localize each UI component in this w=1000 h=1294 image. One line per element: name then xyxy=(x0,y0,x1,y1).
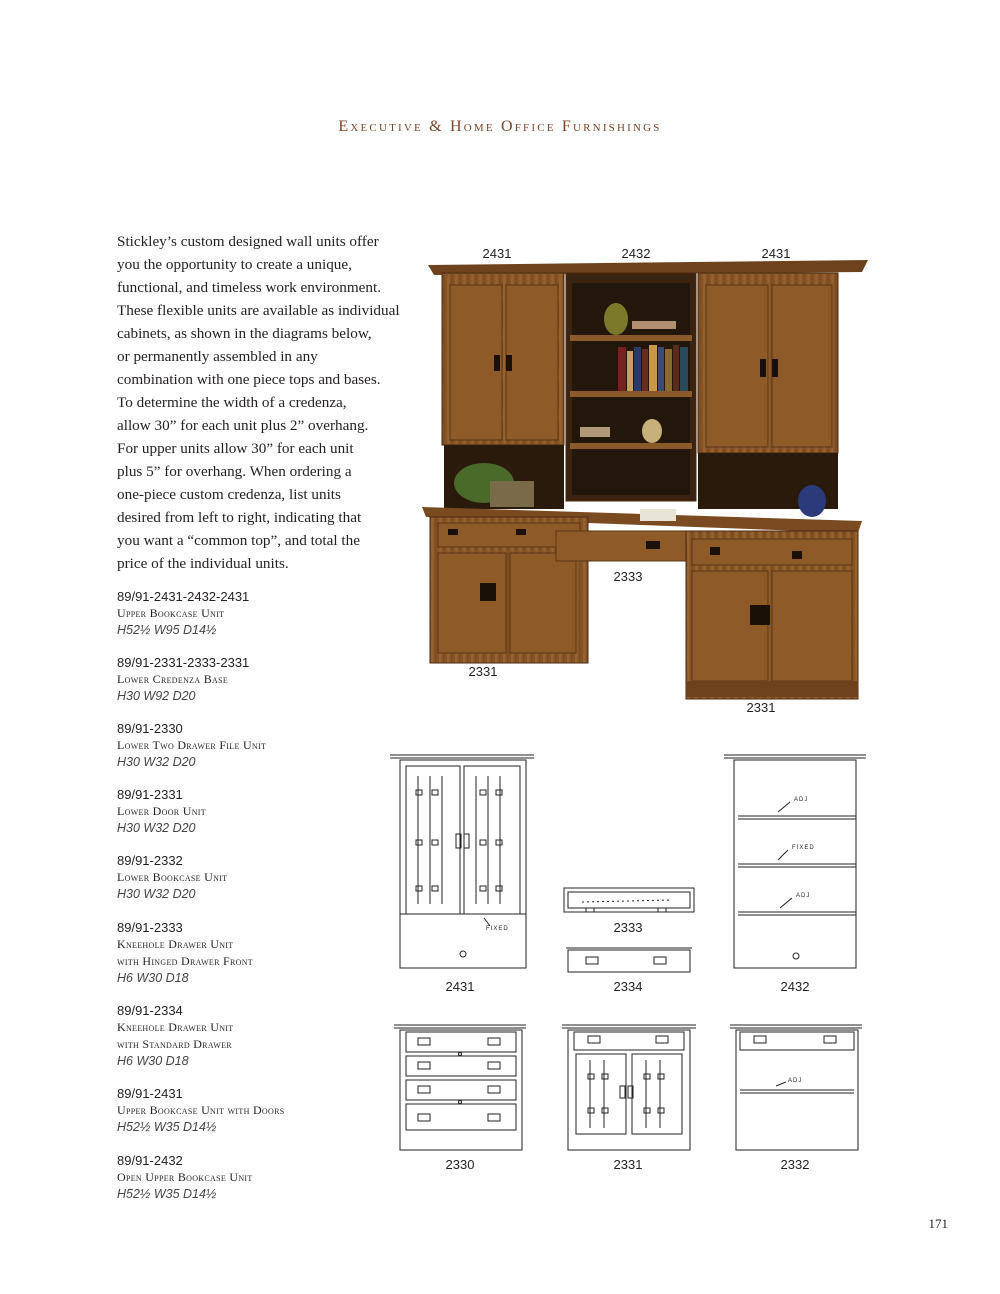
spec-item xyxy=(117,1002,357,1070)
intro-line: Stickley’s custom designed wall units offer xyxy=(117,233,379,250)
spec-name: with Standard Drawer xyxy=(117,1037,232,1051)
spec-name: Open Upper Bookcase Unit xyxy=(117,1170,253,1184)
spec-item xyxy=(117,919,357,987)
intro-line: you the opportunity to create a unique, xyxy=(117,256,352,273)
spec-name: with Hinged Drawer Front xyxy=(117,954,253,968)
diagram-2330 xyxy=(392,1022,528,1154)
diagram-2431 xyxy=(388,752,538,974)
photo-label-upper-center: 2432 xyxy=(621,246,651,261)
spec-code: 89/91-2334 xyxy=(117,1003,183,1018)
spec-code: 89/91-2431 xyxy=(117,1086,183,1101)
spec-dimensions: H52½ W95 D14½ xyxy=(117,623,217,637)
intro-line: allow 30” for each unit plus 2” overhang. xyxy=(117,417,369,434)
intro-line: combination with one piece tops and bases. xyxy=(117,371,381,388)
diagram-note-adj: ADJ xyxy=(796,893,811,899)
spec-item xyxy=(117,654,357,705)
intro-line: desired from left to right, indicating that xyxy=(117,509,362,526)
diagram-note-fixed: FIXED xyxy=(486,926,509,932)
spec-item xyxy=(117,1085,357,1136)
intro-line: or permanently assembled in any xyxy=(117,348,318,365)
intro-line: These flexible units are available as individual xyxy=(117,302,400,319)
spec-name: Lower Door Unit xyxy=(117,804,206,818)
intro-paragraph xyxy=(117,230,417,575)
spec-code: 89/91-2331-2333-2331 xyxy=(117,655,250,670)
diagram-note-fixed: FIXED xyxy=(792,845,815,851)
diagram-label-2432: 2432 xyxy=(780,979,810,994)
intro-line: functional, and timeless work environment. xyxy=(117,279,382,296)
diagram-2334 xyxy=(564,946,694,974)
photo-label-base-left: 2331 xyxy=(468,664,498,679)
spec-name: Lower Bookcase Unit xyxy=(117,870,228,884)
spec-name: Kneehole Drawer Unit xyxy=(117,937,234,951)
diagram-label-2334: 2334 xyxy=(613,979,643,994)
photo-label-upper-right: 2431 xyxy=(761,246,791,261)
page-title: Executive & Home Office Furnishings xyxy=(338,118,662,135)
spec-item xyxy=(117,1152,357,1203)
spec-item xyxy=(117,852,357,903)
intro-line: To determine the width of a credenza, xyxy=(117,394,347,411)
page-number: 171 xyxy=(928,1216,948,1231)
diagram-2332 xyxy=(728,1022,864,1154)
diagram-note-adj: ADJ xyxy=(794,797,809,803)
spec-dimensions: H6 W30 D18 xyxy=(117,971,189,985)
spec-code: 89/91-2331 xyxy=(117,787,183,802)
spec-item xyxy=(117,786,357,837)
spec-dimensions: H30 W92 D20 xyxy=(117,689,196,703)
spec-dimensions: H30 W32 D20 xyxy=(117,887,196,901)
diagram-2333 xyxy=(562,886,696,916)
wall-unit-photo xyxy=(420,255,870,705)
intro-line: one-piece custom credenza, list units xyxy=(117,486,341,503)
spec-code: 89/91-2333 xyxy=(117,920,183,935)
spec-name: Lower Two Drawer File Unit xyxy=(117,738,267,752)
spec-item xyxy=(117,588,357,639)
diagram-label-2331: 2331 xyxy=(613,1157,643,1172)
spec-name: Upper Bookcase Unit with Doors xyxy=(117,1103,285,1117)
intro-line: plus 5” for overhang. When ordering a xyxy=(117,463,352,480)
diagram-label-2332: 2332 xyxy=(780,1157,810,1172)
diagram-label-2330: 2330 xyxy=(445,1157,475,1172)
spec-dimensions: H52½ W35 D14½ xyxy=(117,1187,217,1201)
spec-code: 89/91-2432 xyxy=(117,1153,183,1168)
intro-line: For upper units allow 30” for each unit xyxy=(117,440,354,457)
spec-dimensions: H30 W32 D20 xyxy=(117,755,196,769)
spec-name: Upper Bookcase Unit xyxy=(117,606,225,620)
spec-dimensions: H6 W30 D18 xyxy=(117,1054,189,1068)
photo-label-upper-left: 2431 xyxy=(482,246,512,261)
intro-line: cabinets, as shown in the diagrams below, xyxy=(117,325,372,342)
spec-code: 89/91-2431-2432-2431 xyxy=(117,589,250,604)
spec-code: 89/91-2330 xyxy=(117,721,183,736)
spec-item xyxy=(117,720,357,771)
photo-label-base-center: 2333 xyxy=(613,569,643,584)
spec-dimensions: H52½ W35 D14½ xyxy=(117,1120,217,1134)
spec-dimensions: H30 W32 D20 xyxy=(117,821,196,835)
diagram-note-adj: ADJ xyxy=(788,1078,803,1084)
diagram-2432 xyxy=(722,752,868,974)
spec-name: Kneehole Drawer Unit xyxy=(117,1020,234,1034)
intro-line: you want a “common top”, and total the xyxy=(117,532,360,549)
spec-code: 89/91-2332 xyxy=(117,853,183,868)
intro-line: price of the individual units. xyxy=(117,555,289,572)
diagram-label-2333: 2333 xyxy=(613,920,643,935)
photo-label-base-right: 2331 xyxy=(746,700,776,715)
diagram-2331 xyxy=(560,1022,698,1154)
spec-name: Lower Credenza Base xyxy=(117,672,229,686)
diagram-label-2431: 2431 xyxy=(445,979,475,994)
